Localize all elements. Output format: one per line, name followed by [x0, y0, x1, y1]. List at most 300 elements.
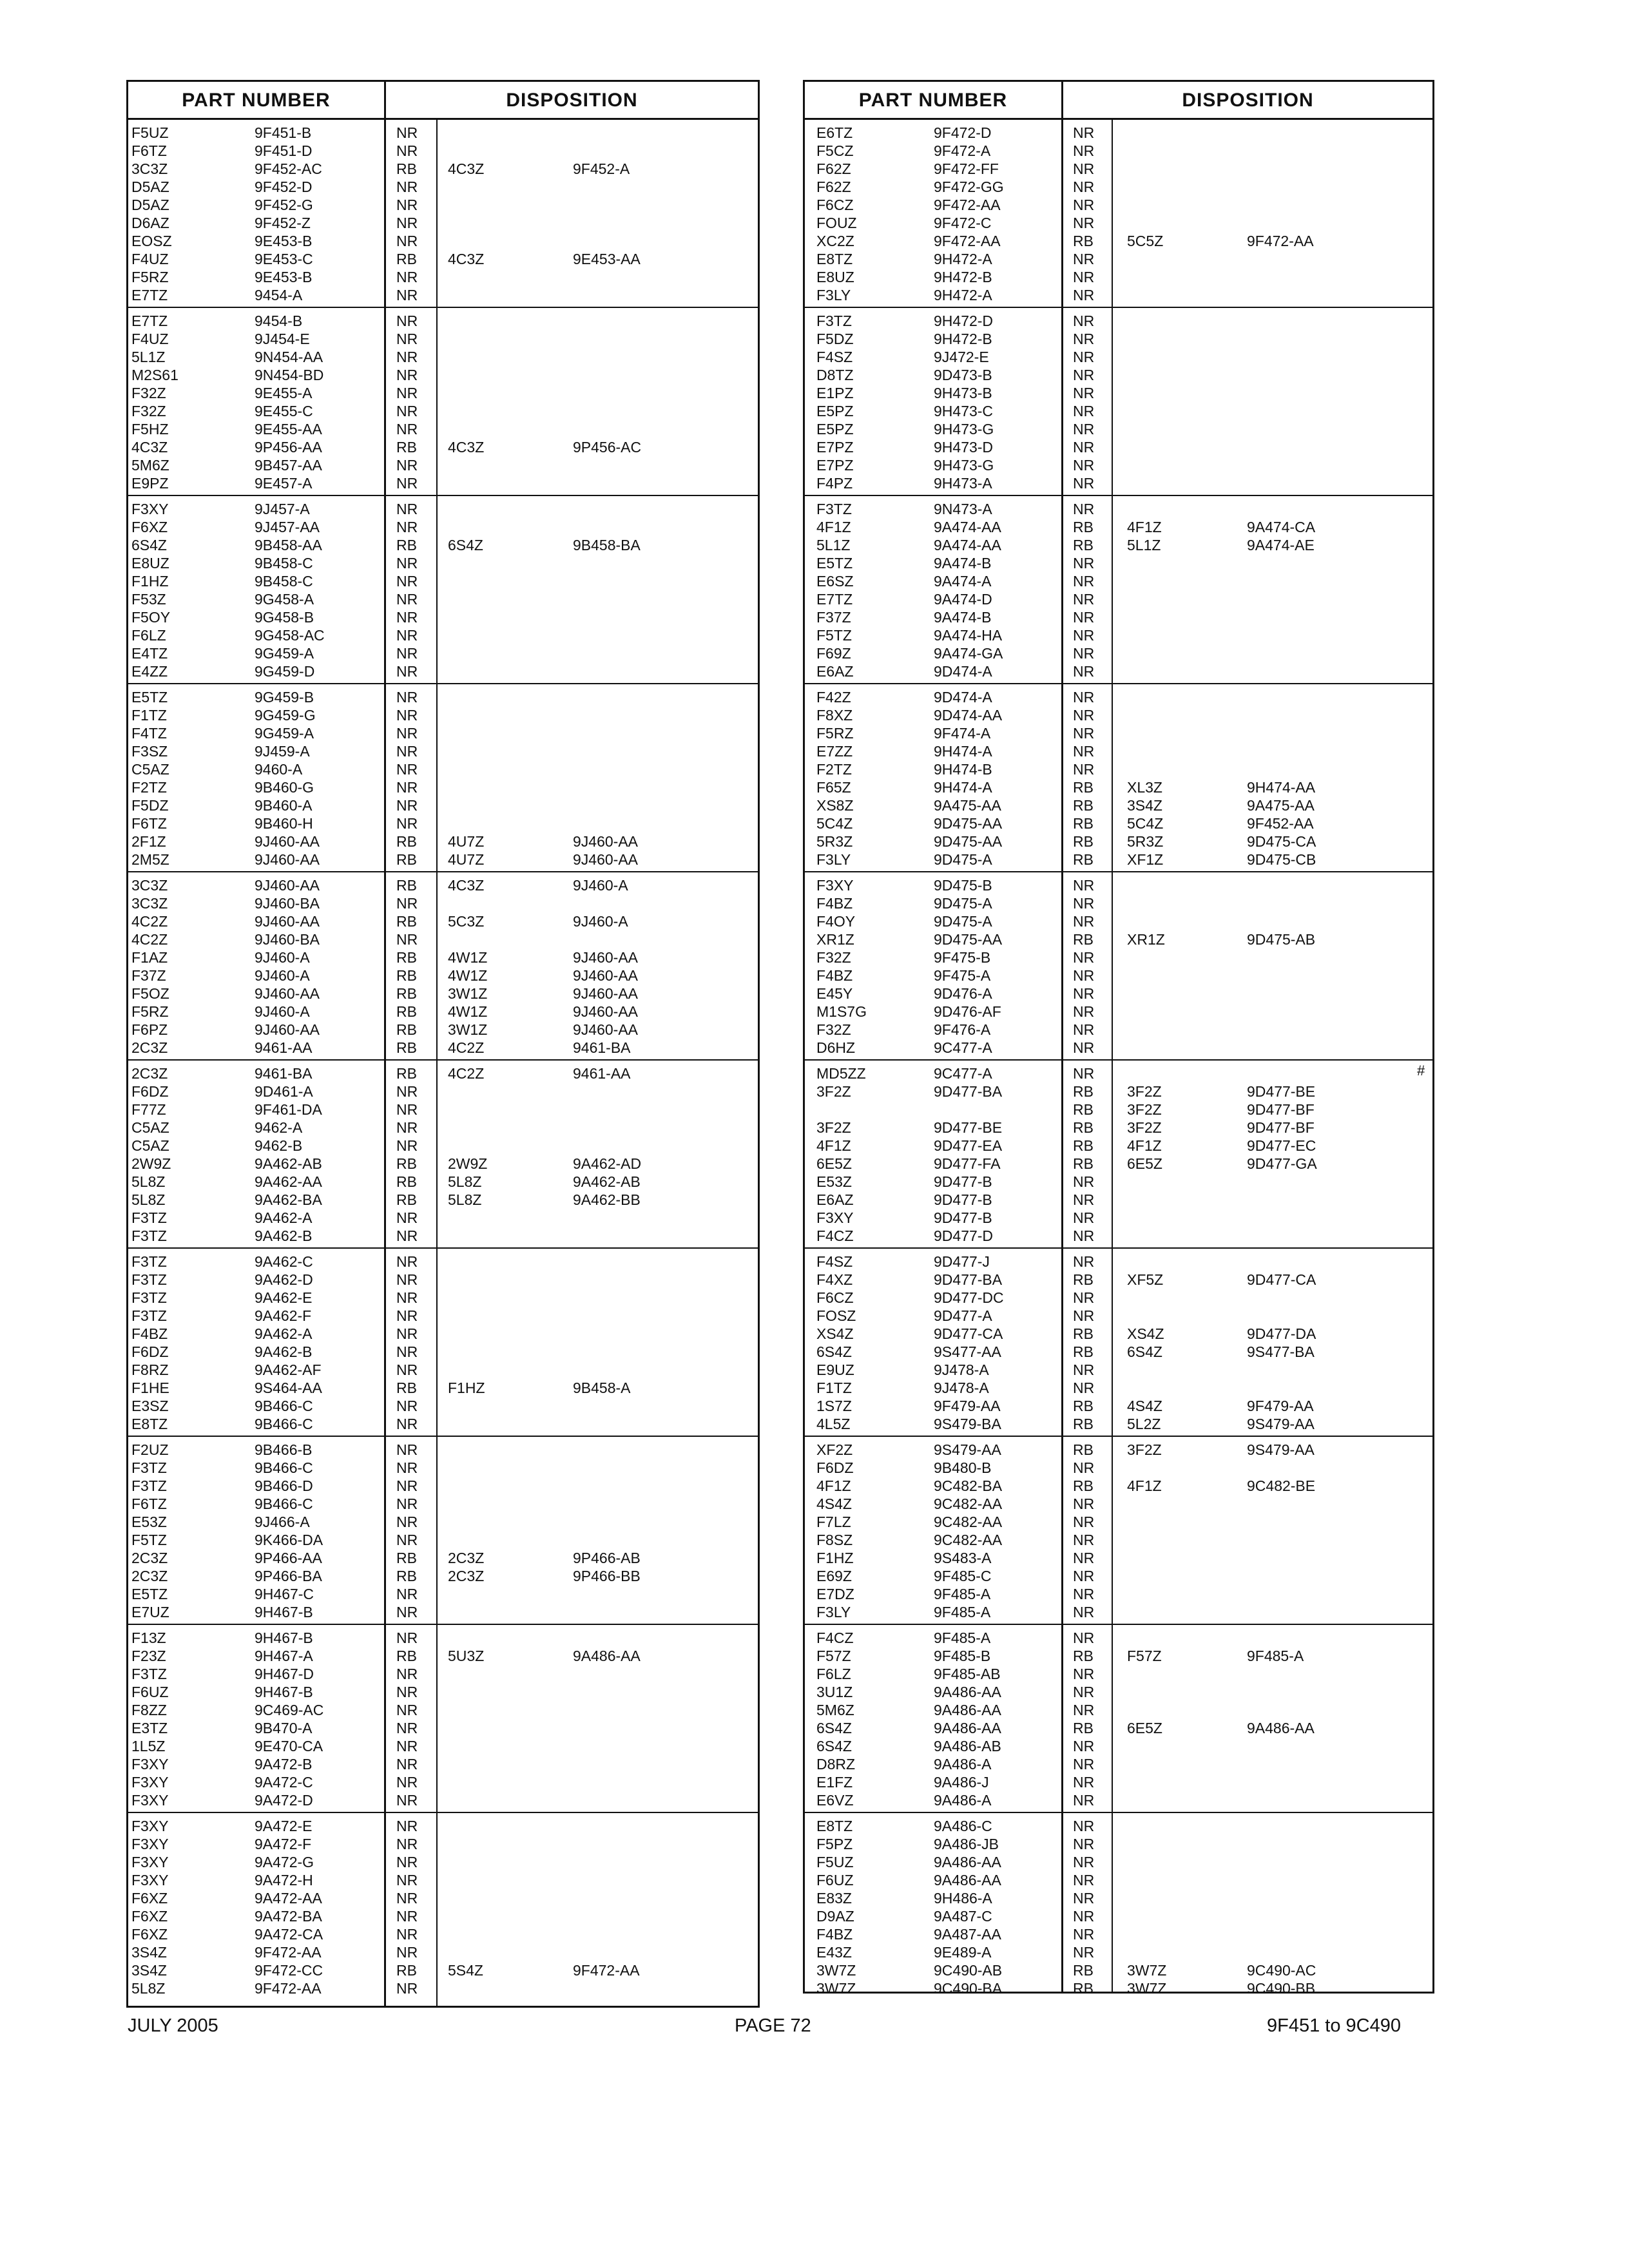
- code-cell: NR: [396, 743, 418, 760]
- table-row: [805, 572, 1432, 590]
- replacement-prefix-cell: 5R3Z: [1127, 833, 1164, 850]
- replacement-prefix-cell: 5C3Z: [448, 913, 485, 930]
- table-row: [128, 1701, 758, 1719]
- table-row: [128, 518, 758, 536]
- base-cell: 9H467-B: [255, 1629, 313, 1646]
- table-row: [128, 1289, 758, 1307]
- table-row: [805, 985, 1432, 1003]
- base-cell: 9J472-E: [934, 349, 989, 365]
- table-row: [805, 1173, 1432, 1191]
- code-cell: NR: [1073, 1666, 1095, 1682]
- base-cell: 9H474-A: [934, 743, 992, 760]
- base-cell: 9D477-D: [934, 1227, 994, 1244]
- code-cell: NR: [1073, 1604, 1095, 1620]
- base-cell: 9G459-A: [255, 645, 314, 662]
- prefix-cell: F4BZ: [816, 1926, 853, 1943]
- prefix-cell: F3LY: [816, 851, 851, 868]
- base-cell: 9460-A: [255, 761, 303, 778]
- table-row: [805, 760, 1432, 778]
- base-cell: 9F485-AB: [934, 1666, 1001, 1682]
- prefix-cell: F4UZ: [131, 251, 169, 267]
- replacement-part-cell: 9D477-CA: [1247, 1271, 1316, 1288]
- code-cell: NR: [1073, 124, 1095, 141]
- prefix-cell: F62Z: [816, 178, 851, 195]
- base-cell: 9A474-AA: [934, 519, 1001, 535]
- table-row: [128, 384, 758, 402]
- replacement-prefix-cell: XR1Z: [1127, 931, 1165, 948]
- table-row: [128, 1647, 758, 1665]
- base-cell: 9S479-AA: [934, 1441, 1001, 1458]
- disposition-heading: DISPOSITION: [1182, 90, 1314, 111]
- code-cell: RB: [396, 1065, 417, 1082]
- table-row: [805, 518, 1432, 536]
- code-cell: NR: [396, 725, 418, 742]
- table-row: [805, 420, 1432, 438]
- part-group: [128, 308, 758, 496]
- code-cell: NR: [396, 475, 418, 492]
- hash-mark: #: [1417, 1062, 1425, 1079]
- table-row: [128, 1441, 758, 1459]
- prefix-cell: F37Z: [131, 967, 166, 984]
- replacement-prefix-cell: 6E5Z: [1127, 1720, 1162, 1736]
- prefix-cell: 5L8Z: [131, 1980, 166, 1997]
- code-cell: NR: [1073, 349, 1095, 365]
- prefix-cell: F6PZ: [131, 1021, 168, 1038]
- prefix-cell: F6XZ: [131, 519, 168, 535]
- replacement-part-cell: 9P466-BB: [573, 1568, 641, 1584]
- table-row: [128, 1361, 758, 1379]
- base-cell: 9A472-F: [255, 1836, 312, 1852]
- prefix-cell: F7LZ: [816, 1514, 851, 1530]
- table-row: [805, 1209, 1432, 1227]
- base-cell: 9A486-J: [934, 1774, 989, 1791]
- base-cell: 9E455-C: [255, 403, 313, 419]
- prefix-cell: F69Z: [816, 645, 851, 662]
- base-cell: 9B458-C: [255, 555, 313, 572]
- table-row: [128, 1773, 758, 1791]
- prefix-cell: F5OZ: [131, 985, 169, 1002]
- prefix-cell: E6AZ: [816, 663, 854, 680]
- prefix-cell: 1S7Z: [816, 1398, 852, 1414]
- base-cell: 9A486-AA: [934, 1872, 1001, 1888]
- code-cell: NR: [1073, 160, 1095, 177]
- table-row: [805, 330, 1432, 348]
- prefix-cell: XC2Z: [816, 233, 854, 249]
- code-cell: NR: [1073, 1253, 1095, 1270]
- base-cell: 9C490-AB: [934, 1962, 1003, 1979]
- prefix-cell: E7PZ: [816, 439, 854, 456]
- part-group: [805, 496, 1432, 684]
- code-cell: RB: [396, 967, 417, 984]
- prefix-cell: F3LY: [816, 1604, 851, 1620]
- table-row: [128, 554, 758, 572]
- code-cell: RB: [396, 851, 417, 868]
- code-cell: NR: [1073, 1854, 1095, 1870]
- code-cell: RB: [396, 1191, 417, 1208]
- prefix-cell: XS4Z: [816, 1325, 854, 1342]
- table-row: [128, 1791, 758, 1809]
- replacement-part-cell: 9D477-BE: [1247, 1083, 1316, 1100]
- code-cell: NR: [396, 1477, 418, 1494]
- code-cell: NR: [1073, 627, 1095, 644]
- table-row: [128, 348, 758, 366]
- prefix-cell: E5PZ: [816, 403, 854, 419]
- base-cell: 9F472-FF: [934, 160, 999, 177]
- code-cell: NR: [396, 1702, 418, 1718]
- table-row: [805, 662, 1432, 680]
- code-cell: RB: [1073, 1441, 1094, 1458]
- base-cell: 9A474-GA: [934, 645, 1003, 662]
- table-row: [805, 1021, 1432, 1039]
- replacement-prefix-cell: 3W1Z: [448, 985, 488, 1002]
- table-row: [128, 1853, 758, 1871]
- base-cell: 9A462-AA: [255, 1173, 322, 1190]
- prefix-cell: F4OY: [816, 913, 856, 930]
- replacement-prefix-cell: 4C3Z: [448, 439, 485, 456]
- base-cell: 9F472-AA: [255, 1980, 322, 1997]
- table-row: [805, 1100, 1432, 1119]
- code-cell: RB: [396, 833, 417, 850]
- replacement-prefix-cell: 3W7Z: [1127, 1980, 1167, 1997]
- code-cell: RB: [396, 1962, 417, 1979]
- code-cell: NR: [1073, 1629, 1095, 1646]
- prefix-cell: 4C2Z: [131, 913, 168, 930]
- part-group: [805, 1437, 1432, 1625]
- base-cell: 9D477-B: [934, 1191, 992, 1208]
- code-cell: NR: [396, 501, 418, 517]
- code-cell: NR: [1073, 1065, 1095, 1082]
- table-row: [128, 1191, 758, 1209]
- base-cell: 9D477-FA: [934, 1155, 1001, 1172]
- base-cell: 9462-A: [255, 1119, 303, 1136]
- table-row: [805, 1003, 1432, 1021]
- table-row: [805, 312, 1432, 330]
- table-row: [128, 456, 758, 474]
- base-cell: 9J460-A: [255, 949, 310, 966]
- code-cell: NR: [1073, 1836, 1095, 1852]
- prefix-cell: F4BZ: [816, 895, 853, 912]
- prefix-cell: F5CZ: [816, 142, 854, 159]
- prefix-cell: F32Z: [131, 403, 166, 419]
- code-cell: NR: [1073, 1173, 1095, 1190]
- prefix-cell: E8UZ: [131, 555, 169, 572]
- replacement-part-cell: 9B458-A: [573, 1379, 631, 1396]
- prefix-cell: F3XY: [131, 1818, 169, 1834]
- code-cell: RB: [396, 1003, 417, 1020]
- replacement-prefix-cell: F1HZ: [448, 1379, 485, 1396]
- code-cell: NR: [1073, 877, 1095, 894]
- base-cell: 9D477-BE: [934, 1119, 1003, 1136]
- base-cell: 9F479-AA: [934, 1398, 1001, 1414]
- base-cell: 9A472-G: [255, 1854, 314, 1870]
- base-cell: 9N454-BD: [255, 367, 324, 383]
- base-cell: 9H473-G: [934, 421, 994, 437]
- table-row: [805, 1647, 1432, 1665]
- base-cell: 9D477-BA: [934, 1271, 1003, 1288]
- left-table-body: [128, 120, 758, 2006]
- table-row: [805, 1719, 1432, 1737]
- base-cell: 9A486-AB: [934, 1738, 1001, 1754]
- prefix-cell: F8XZ: [816, 707, 853, 724]
- base-cell: 9D477-BA: [934, 1083, 1003, 1100]
- table-row: [805, 1271, 1432, 1289]
- table-row: [128, 778, 758, 796]
- prefix-cell: 2F1Z: [131, 833, 166, 850]
- code-cell: NR: [1073, 725, 1095, 742]
- table-row: [128, 1737, 758, 1755]
- prefix-cell: F5PZ: [816, 1836, 853, 1852]
- prefix-cell: F5RZ: [816, 725, 854, 742]
- table-row: [805, 1039, 1432, 1057]
- code-cell: NR: [396, 349, 418, 365]
- table-row: [805, 1683, 1432, 1701]
- table-row: [805, 1925, 1432, 1943]
- prefix-cell: 5M6Z: [131, 457, 169, 474]
- table-row: [128, 760, 758, 778]
- code-cell: RB: [1073, 779, 1094, 796]
- code-cell: NR: [396, 779, 418, 796]
- table-row: [805, 250, 1432, 268]
- replacement-part-cell: 9J460-AA: [573, 1021, 639, 1038]
- base-cell: 9H472-A: [934, 287, 992, 303]
- base-cell: 9A472-H: [255, 1872, 313, 1888]
- code-cell: NR: [396, 591, 418, 608]
- base-cell: 9H473-A: [934, 475, 992, 492]
- code-cell: RB: [1073, 1720, 1094, 1736]
- base-cell: 9A486-AA: [934, 1720, 1001, 1736]
- table-row: [805, 286, 1432, 304]
- code-cell: NR: [1073, 967, 1095, 984]
- base-cell: 9F452-AC: [255, 160, 322, 177]
- code-cell: NR: [396, 1271, 418, 1288]
- prefix-cell: F32Z: [816, 949, 851, 966]
- replacement-part-cell: 9F472-AA: [573, 1962, 640, 1979]
- prefix-cell: F6XZ: [131, 1908, 168, 1925]
- base-cell: 9G458-AC: [255, 627, 325, 644]
- table-row: [128, 626, 758, 644]
- prefix-cell: E1PZ: [816, 385, 854, 401]
- table-row: [128, 662, 758, 680]
- prefix-cell: E6TZ: [816, 124, 853, 141]
- prefix-cell: E7PZ: [816, 457, 854, 474]
- code-cell: NR: [396, 1854, 418, 1870]
- base-cell: 9A472-CA: [255, 1926, 323, 1943]
- code-cell: RB: [396, 913, 417, 930]
- replacement-prefix-cell: XL3Z: [1127, 779, 1162, 796]
- base-cell: 9461-BA: [255, 1065, 313, 1082]
- left-parts-table: [126, 80, 760, 2008]
- table-row: [805, 1629, 1432, 1647]
- base-cell: 9P456-AA: [255, 439, 322, 456]
- table-row: [128, 1907, 758, 1925]
- base-cell: 9J460-AA: [255, 833, 320, 850]
- prefix-cell: F2TZ: [816, 761, 852, 778]
- code-cell: NR: [1073, 215, 1095, 231]
- base-cell: 9G458-A: [255, 591, 314, 608]
- base-cell: 9J460-BA: [255, 895, 320, 912]
- base-cell: 9C477-A: [934, 1065, 992, 1082]
- table-row: [805, 1889, 1432, 1907]
- table-row: [805, 706, 1432, 724]
- table-row: [128, 912, 758, 930]
- base-cell: 9J460-A: [255, 1003, 310, 1020]
- table-row: [805, 1853, 1432, 1871]
- table-row: [805, 1755, 1432, 1773]
- prefix-cell: F62Z: [816, 160, 851, 177]
- part-group: [128, 1437, 758, 1625]
- base-cell: 9P466-BA: [255, 1568, 322, 1584]
- code-cell: RB: [396, 439, 417, 456]
- base-cell: 9F472-AA: [255, 1944, 322, 1961]
- code-cell: RB: [396, 949, 417, 966]
- code-cell: RB: [1073, 1137, 1094, 1154]
- base-cell: 9D476-A: [934, 985, 992, 1002]
- table-row: [128, 1585, 758, 1603]
- table-row: [805, 742, 1432, 760]
- replacement-prefix-cell: 6S4Z: [448, 537, 483, 553]
- replacement-part-cell: 9P466-AB: [573, 1550, 641, 1566]
- base-cell: 9D475-AA: [934, 931, 1003, 948]
- base-cell: 9A462-A: [255, 1209, 313, 1226]
- base-cell: 9B460-H: [255, 815, 313, 832]
- table-row: [805, 160, 1432, 178]
- footer-range: 9F451 to 9C490: [1267, 2015, 1401, 2036]
- prefix-cell: E53Z: [816, 1173, 852, 1190]
- base-cell: 9D477-J: [934, 1253, 990, 1270]
- base-cell: 9S464-AA: [255, 1379, 322, 1396]
- part-group: [805, 1061, 1432, 1249]
- table-row: [805, 366, 1432, 384]
- part-group: [128, 120, 758, 308]
- prefix-cell: F3XY: [131, 1792, 169, 1809]
- table-row: [805, 554, 1432, 572]
- replacement-prefix-cell: 5L8Z: [448, 1173, 482, 1190]
- prefix-cell: F3XY: [131, 1872, 169, 1888]
- code-cell: NR: [1073, 1003, 1095, 1020]
- base-cell: 9K466-DA: [255, 1532, 323, 1548]
- part-group: [128, 1813, 758, 2000]
- code-cell: NR: [396, 689, 418, 706]
- base-cell: 9A474-A: [934, 573, 992, 590]
- replacement-prefix-cell: F57Z: [1127, 1648, 1162, 1664]
- table-row: [128, 250, 758, 268]
- prefix-cell: D6HZ: [816, 1039, 856, 1056]
- table-row: [128, 1835, 758, 1853]
- code-cell: NR: [1073, 142, 1095, 159]
- code-cell: RB: [1073, 1119, 1094, 1136]
- prefix-cell: F1TZ: [131, 707, 167, 724]
- prefix-cell: E8TZ: [816, 251, 853, 267]
- base-cell: 9F452-G: [255, 197, 313, 213]
- prefix-cell: 4F1Z: [816, 1477, 851, 1494]
- base-cell: 9B466-D: [255, 1477, 313, 1494]
- prefix-cell: 3S4Z: [131, 1944, 167, 1961]
- footer-page: PAGE 72: [735, 2015, 811, 2036]
- replacement-prefix-cell: 3F2Z: [1127, 1119, 1162, 1136]
- prefix-cell: F8SZ: [816, 1532, 853, 1548]
- table-row: [805, 1325, 1432, 1343]
- code-cell: NR: [1073, 573, 1095, 590]
- part-group: [128, 1625, 758, 1813]
- base-cell: 9D475-AA: [934, 833, 1003, 850]
- prefix-cell: F13Z: [131, 1629, 166, 1646]
- base-cell: 9A462-D: [255, 1271, 313, 1288]
- code-cell: RB: [1073, 1416, 1094, 1432]
- prefix-cell: 3F2Z: [816, 1083, 851, 1100]
- prefix-cell: F6DZ: [131, 1343, 169, 1360]
- table-row: [128, 1889, 758, 1907]
- prefix-cell: 3C3Z: [131, 895, 168, 912]
- table-row: [128, 876, 758, 894]
- prefix-cell: 4F1Z: [816, 519, 851, 535]
- table-row: [805, 1119, 1432, 1137]
- prefix-cell: 1L5Z: [131, 1738, 166, 1754]
- prefix-cell: F4XZ: [816, 1271, 853, 1288]
- part-group: [805, 120, 1432, 308]
- table-row: [128, 1100, 758, 1119]
- code-cell: NR: [1073, 1872, 1095, 1888]
- replacement-part-cell: 9A486-AA: [1247, 1720, 1315, 1736]
- code-cell: NR: [396, 1227, 418, 1244]
- base-cell: 9E489-A: [934, 1944, 992, 1961]
- base-cell: 9B466-C: [255, 1459, 313, 1476]
- base-cell: 9F472-AA: [934, 233, 1001, 249]
- replacement-prefix-cell: 5L2Z: [1127, 1416, 1161, 1432]
- base-cell: 9H486-A: [934, 1890, 992, 1907]
- code-cell: NR: [396, 609, 418, 626]
- prefix-cell: C5AZ: [131, 761, 169, 778]
- table-row: [128, 1477, 758, 1495]
- prefix-cell: M1S7G: [816, 1003, 867, 1020]
- prefix-cell: E5PZ: [816, 421, 854, 437]
- base-cell: 9C482-AA: [934, 1532, 1003, 1548]
- code-cell: NR: [1073, 555, 1095, 572]
- table-row: [805, 1773, 1432, 1791]
- table-row: [805, 268, 1432, 286]
- prefix-cell: F6UZ: [816, 1872, 854, 1888]
- code-cell: NR: [396, 1604, 418, 1620]
- prefix-cell: F6LZ: [131, 627, 166, 644]
- base-cell: 9J460-A: [255, 967, 310, 984]
- prefix-cell: E9UZ: [816, 1361, 854, 1378]
- code-cell: RB: [1073, 1477, 1094, 1494]
- code-cell: RB: [396, 1155, 417, 1172]
- prefix-cell: F5RZ: [131, 269, 169, 285]
- base-cell: 9D474-A: [934, 689, 992, 706]
- code-cell: NR: [1073, 385, 1095, 401]
- prefix-cell: F5DZ: [131, 797, 169, 814]
- code-cell: NR: [396, 1253, 418, 1270]
- table-row: [805, 1227, 1432, 1245]
- code-cell: RB: [1073, 833, 1094, 850]
- prefix-cell: F1HZ: [816, 1550, 854, 1566]
- code-cell: NR: [1073, 895, 1095, 912]
- code-cell: RB: [1073, 1343, 1094, 1360]
- table-row: [805, 778, 1432, 796]
- base-cell: 9D477-CA: [934, 1325, 1003, 1342]
- part-group: [805, 308, 1432, 496]
- replacement-prefix-cell: 4F1Z: [1127, 519, 1162, 535]
- base-cell: 9F472-D: [934, 124, 992, 141]
- replacement-part-cell: 9D475-AB: [1247, 931, 1316, 948]
- code-cell: NR: [396, 1083, 418, 1100]
- table-row: [128, 1871, 758, 1889]
- code-cell: NR: [1073, 1586, 1095, 1602]
- table-row: [128, 985, 758, 1003]
- table-row: [128, 196, 758, 214]
- code-cell: NR: [1073, 743, 1095, 760]
- code-cell: NR: [396, 331, 418, 347]
